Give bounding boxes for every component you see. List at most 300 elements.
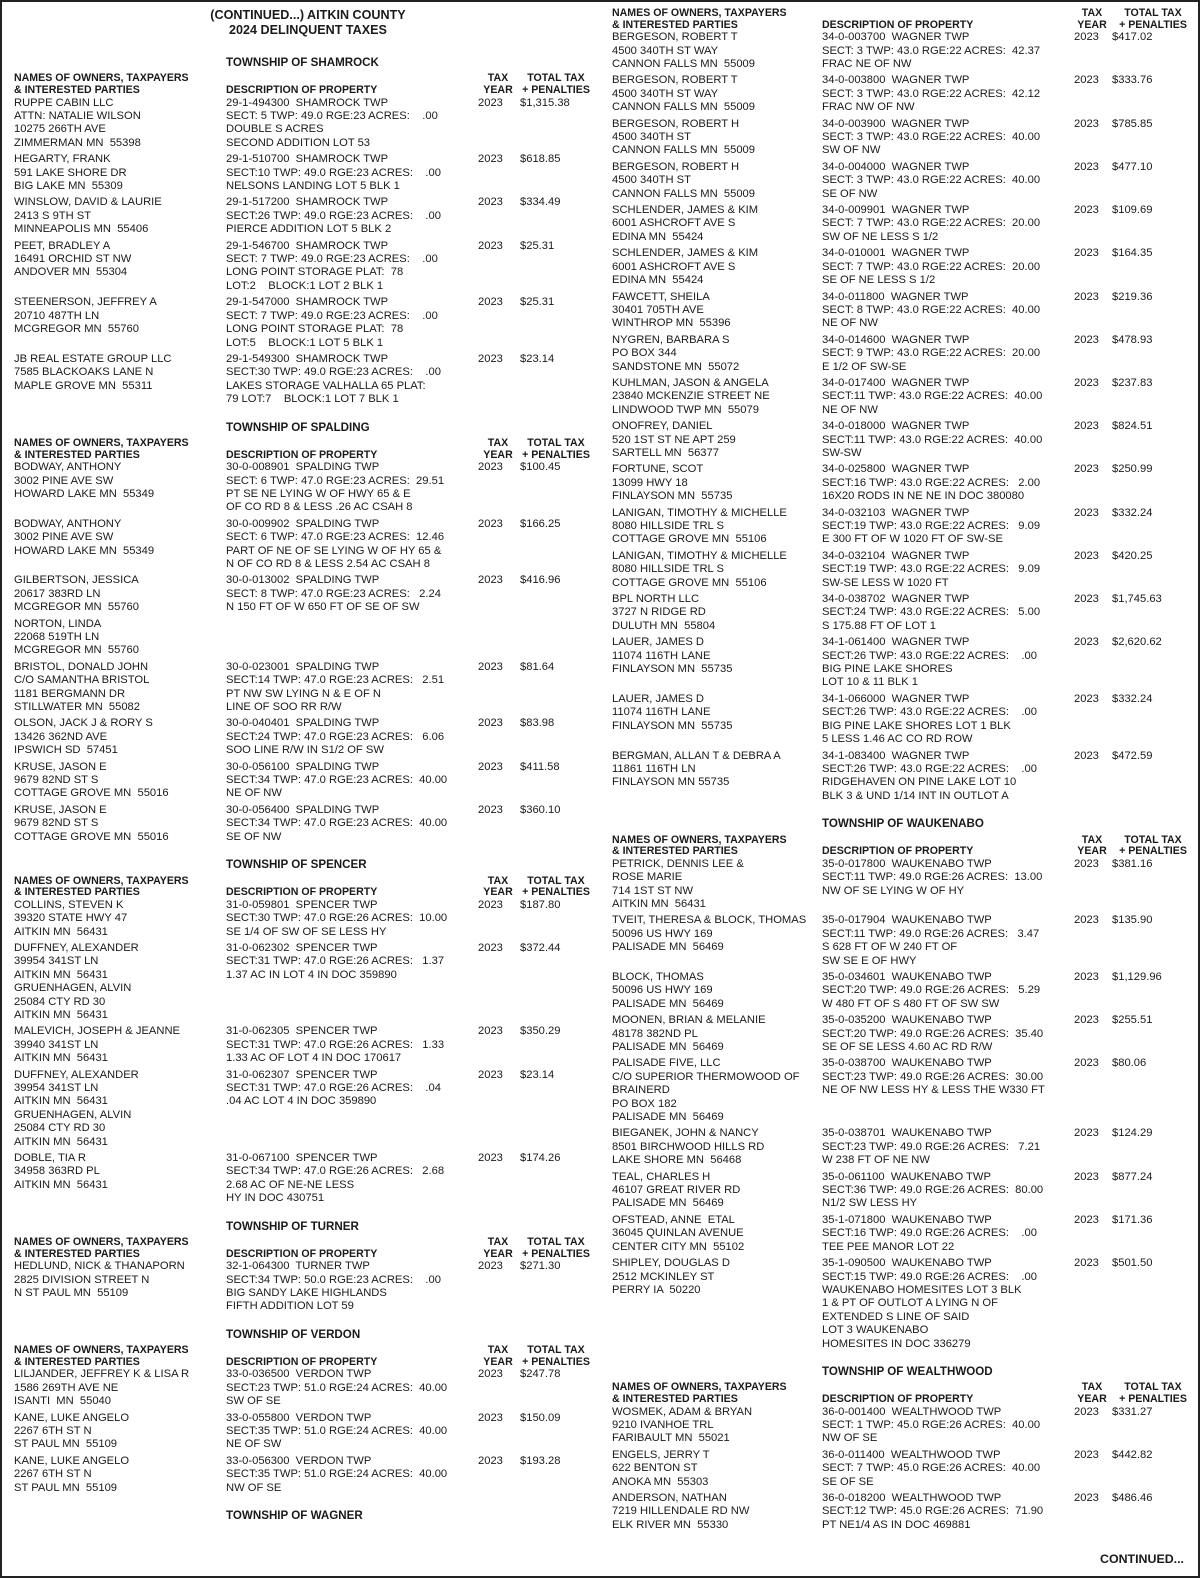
tax-record [612,1171,1194,1211]
total-amount: $1,129.96 [1112,970,1162,983]
tax-year: 2023 [478,1411,503,1424]
owner-block: OLSON, JACK J & RORY S 13426 362ND AVE IPSWICH SD 57451 [14,717,153,757]
tax-record [14,1069,592,1149]
property-description: 34-0-017400 WAGNER TWP SECT:11 TWP: 43.0 RGE:22 ACRES: 40.00 NE OF NW [822,376,1043,416]
total-amount: $381.16 [1112,857,1153,870]
total-amount: $135.90 [1112,914,1153,927]
total-amount: $83.98 [520,717,555,730]
tax-record [612,1014,1194,1054]
total-amount: $1,745.63 [1112,593,1162,606]
tax-year: 2023 [1074,692,1099,705]
total-amount: $23.14 [520,1068,555,1081]
total-amount: $25.31 [520,296,555,309]
tax-record [14,804,592,844]
header-total: TOTAL TAX + PENALTIES [1119,1381,1187,1405]
property-description: 34-0-025800 WAGNER TWP SECT:16 TWP: 43.0 RGE:22 ACRES: 2.00 16X20 RODS IN NE NE IN DOC 380080 [822,463,1041,503]
tax-record [612,334,1194,374]
tax-year: 2023 [478,1068,503,1081]
property-description: 34-0-003700 WAGNER TWP SECT: 3 TWP: 43.0 RGE:22 ACRES: 42.37 FRAC NE OF NW [822,31,1041,70]
header-total: TOTAL TAX + PENALTIES [522,874,590,899]
township-heading: TOWNSHIP OF WAGNER [226,1509,363,1523]
owner-block: DOBLE, TIA R 34958 363RD PL AITKIN MN 56431 [14,1152,108,1191]
total-amount: $164.35 [1112,247,1153,260]
tax-record [612,1057,1194,1124]
owner-block: BLOCK, THOMAS 50096 US HWY 169 PALISADE MN 56469 [612,970,724,1010]
total-amount: $331.27 [1112,1405,1153,1418]
property-description: 33-0-055800 VERDON TWP SECT:35 TWP: 51.0 RGE:24 ACRES: 40.00 NE OF SW [226,1411,448,1451]
total-amount: $785.85 [1112,117,1153,130]
property-description: 35-0-038701 WAUKENABO TWP SECT:23 TWP: 49.0 RGE:26 ACRES: 7.21 W 238 FT OF NE NW [822,1127,1041,1167]
tax-year: 2023 [478,96,503,109]
owner-block: JB REAL ESTATE GROUP LLC 7585 BLACKOAKS LANE N MAPLE GROVE MN 55311 [14,352,172,392]
township-heading: TOWNSHIP OF SHAMROCK [226,56,379,69]
tax-record [14,240,592,294]
tax-year: 2023 [478,352,503,365]
continued-label: CONTINUED... [1100,1551,1184,1566]
tax-record [14,761,592,801]
tax-year: 2023 [1074,31,1099,44]
tax-year: 2023 [1074,1448,1099,1461]
tax-year: 2023 [478,461,503,474]
property-description: 34-1-066000 WAGNER TWP SECT:26 TWP: 43.0 RGE:22 ACRES: .00 BIG PINE LAKE SHORES LOT 1 BLK 5 LESS 1.46 AC CO RD ROW [822,692,1037,746]
owner-block: BERGMAN, ALLAN T & DEBRA A 11861 116TH LN FINLAYSON MN 55735 [612,749,781,789]
township-heading: TOWNSHIP OF VERDON [226,1327,361,1341]
property-description: 34-0-010001 WAGNER TWP SECT: 7 TWP: 43.0 RGE:22 ACRES: 20.00 SE OF NE LESS S 1/2 [822,247,1041,287]
property-description: 35-0-035200 WAUKENABO TWP SECT:20 TWP: 49.0 RGE:26 ACRES: 35.40 SE OF SE LESS 4.60 AC RD R/W [822,1014,1044,1053]
total-amount: $350.29 [520,1025,561,1038]
column-header-row [612,1382,1194,1405]
header-description: DESCRIPTION OF PROPERTY [226,448,378,461]
tax-record [14,1260,592,1314]
property-description: 35-0-017800 WAUKENABO TWP SECT:11 TWP: 49.0 RGE:26 ACRES: 13.00 NW OF SE LYING W OF HY [822,857,1043,897]
property-description: 30-0-040401 SPALDING TWP SECT:24 TWP: 47.0 RGE:23 ACRES: 6.06 SOO LINE R/W IN S1/2 OF SW [226,717,445,757]
total-amount: $417.02 [1112,31,1153,44]
total-amount: $333.76 [1112,74,1153,87]
property-description: 29-1-494300 SHAMROCK TWP SECT: 5 TWP: 49.0 RGE:23 ACRES: .00 DOUBLE S ACRES SECOND ADDITION LOT 53 [226,96,438,149]
owner-block: ANDERSON, NATHAN 7219 HILLENDALE RD NW ELK RIVER MN 55330 [612,1491,750,1531]
total-amount: $187.80 [520,898,561,911]
tax-year: 2023 [478,1025,503,1038]
owner-block: BODWAY, ANTHONY 3002 PINE AVE SW HOWARD LAKE MN 55349 [14,517,155,557]
tax-year: 2023 [1074,1491,1099,1504]
tax-record [14,1412,592,1452]
right-sections [612,8,1194,1532]
total-amount: $442.82 [1112,1448,1153,1461]
total-amount: $166.25 [520,517,561,530]
total-amount: $1,315.38 [520,96,570,109]
owner-block: BERGESON, ROBERT T 4500 340TH ST WAY CANNON FALLS MN 55009 [612,74,756,114]
tax-year: 2023 [478,803,503,816]
owner-block: LAUER, JAMES D 11074 116TH LANE FINLAYSON MN 55735 [612,692,733,732]
title-line-1: (CONTINUED...) AITKIN COUNTY [210,8,406,22]
header-total: TOTAL TAX + PENALTIES [1119,833,1187,858]
header-owners: NAMES OF OWNERS, TAXPAYERS & INTERESTED PARTIES [14,874,189,899]
total-amount: $478.93 [1112,333,1153,346]
column-header-row [14,1237,592,1260]
tax-year: 2023 [1074,857,1099,870]
tax-year: 2023 [1074,204,1099,217]
tax-record [612,31,1194,71]
total-amount: $2,620.62 [1112,636,1162,649]
column-header-row [612,835,1194,858]
owner-block: BODWAY, ANTHONY 3002 PINE AVE SW HOWARD LAKE MN 55349 [14,461,155,500]
tax-year: 2023 [1074,463,1099,476]
tax-record [612,507,1194,547]
tax-record [14,461,592,515]
tax-record [612,693,1194,747]
tax-record [612,1406,1194,1446]
tax-year: 2023 [478,153,503,166]
header-tax-year: TAX YEAR [1077,7,1107,31]
tax-record [612,1127,1194,1167]
tax-record [612,74,1194,114]
property-description: 34-0-014600 WAGNER TWP SECT: 9 TWP: 43.0 RGE:22 ACRES: 20.00 E 1/2 OF SW-SE [822,333,1041,373]
owner-block: FAWCETT, SHEILA 30401 705TH AVE WINTHROP MN 55396 [612,290,731,330]
owner-block: ENGELS, JERRY T 622 BENTON ST ANOKA MN 55303 [612,1448,710,1488]
property-description: 31-0-062307 SPENCER TWP SECT:31 TWP: 47.0 RGE:26 ACRES: .04 .04 AC LOT 4 IN DOC 359890 [226,1068,441,1108]
header-total: TOTAL TAX + PENALTIES [1119,7,1187,31]
total-amount: $472.59 [1112,749,1153,762]
property-description: 33-0-056300 VERDON TWP SECT:35 TWP: 51.0 RGE:24 ACRES: 40.00 NW OF SE [226,1454,448,1494]
tax-year: 2023 [478,517,503,530]
property-description: 31-0-062302 SPENCER TWP SECT:31 TWP: 47.0 RGE:26 ACRES: 1.37 1.37 AC IN LOT 4 IN DOC 359890 [226,941,445,981]
tax-record [14,97,592,151]
tax-year: 2023 [478,1454,503,1467]
total-amount: $332.24 [1112,692,1153,705]
header-description: DESCRIPTION OF PROPERTY [226,84,378,96]
property-description: 35-1-090500 WAUKENABO TWP SECT:15 TWP: 49.0 RGE:26 ACRES: .00 WAUKENABO HOMESITES LOT 3 BLK 1 & PT OF OUTLOT A LYING N OF EXTENDED S LINE OF SAID LOT 3 WAUKENABO HOMESITES IN DOC 336279 [822,1257,1037,1350]
total-amount: $618.85 [520,153,561,166]
tax-record [14,574,592,614]
column-header-row [14,1345,592,1368]
property-description: 34-1-061400 WAGNER TWP SECT:26 TWP: 43.0 RGE:22 ACRES: .00 BIG PINE LAKE SHORES LOT 10 & 11 BLK 1 [822,636,1037,689]
header-tax-year: TAX YEAR [483,1236,513,1260]
total-amount: $150.09 [520,1411,561,1424]
tax-year: 2023 [1074,549,1099,562]
property-description: 33-0-036500 VERDON TWP SECT:23 TWP: 51.0 RGE:24 ACRES: 40.00 SW OF SE [226,1368,448,1408]
total-amount: $271.30 [520,1260,561,1273]
tax-record [612,1214,1194,1254]
tax-year: 2023 [1074,749,1099,762]
property-description: 29-1-546700 SHAMROCK TWP SECT: 7 TWP: 49.0 RGE:23 ACRES: .00 LONG POINT STORAGE PLAT: 78 LOT:2 BLOCK:1 LOT 2 BLK 1 [226,239,438,292]
township-heading: TOWNSHIP OF TURNER [226,1219,359,1233]
header-owners: NAMES OF OWNERS, TAXPAYERS & INTERESTED PARTIES [612,1381,787,1405]
tax-record [14,1455,592,1495]
owner-block: MOONEN, BRIAN & MELANIE 48178 382ND PL PALISADE MN 56469 [612,1014,766,1053]
owner-block: STEENERSON, JEFFREY A 20710 487TH LN MCGREGOR MN 55760 [14,296,157,336]
owner-block: SCHLENDER, JAMES & KIM 6001 ASHCROFT AVE S EDINA MN 55424 [612,247,759,287]
tax-year: 2023 [1074,420,1099,433]
header-description: DESCRIPTION OF PROPERTY [226,886,378,899]
tax-record [612,463,1194,503]
tax-record [612,750,1194,804]
left-column [14,8,592,1527]
total-amount [520,618,592,658]
owner-block: NORTON, LINDA 22068 519TH LN MCGREGOR MN 55760 [14,617,139,657]
tax-record [14,196,592,236]
header-tax-year: TAX YEAR [483,72,513,96]
tax-year: 2023 [1074,593,1099,606]
owner-block: SCHLENDER, JAMES & KIM 6001 ASHCROFT AVE S EDINA MN 55424 [612,204,759,243]
property-description: 29-1-517200 SHAMROCK TWP SECT:26 TWP: 49.0 RGE:23 ACRES: .00 PIERCE ADDITION LOT 5 BLK 2 [226,196,441,236]
property-description: 30-0-023001 SPALDING TWP SECT:14 TWP: 47.0 RGE:23 ACRES: 2.51 PT NW SW LYING N & E OF N LINE OF SOO RR R/W [226,660,445,714]
total-amount: $420.25 [1112,549,1153,562]
tax-record [612,858,1194,912]
tax-record [612,636,1194,690]
property-description: 32-1-064300 TURNER TWP SECT:34 TWP: 50.0 RGE:23 ACRES: .00 BIG SANDY LAKE HIGHLANDS FIFTH ADDITION LOT 59 [226,1260,441,1313]
tax-year: 2023 [478,239,503,252]
tax-year: 2023 [478,1368,503,1381]
property-description: 35-0-038700 WAUKENABO TWP SECT:23 TWP: 49.0 RGE:26 ACRES: 30.00 NE OF NW LESS HY & LESS THE W330 FT [822,1057,1045,1097]
tax-year: 2023 [478,574,503,587]
total-amount: $332.24 [1112,506,1153,519]
total-amount: $25.31 [520,239,555,252]
total-amount: $334.49 [520,196,561,209]
tax-record [612,1492,1194,1532]
header-owners: NAMES OF OWNERS, TAXPAYERS & INTERESTED PARTIES [14,1344,189,1368]
property-description: 34-0-032103 WAGNER TWP SECT:19 TWP: 43.0 RGE:22 ACRES: 9.09 E 300 FT OF W 1020 FT OF SW-SE [822,506,1041,546]
header-total: TOTAL TAX + PENALTIES [522,1344,590,1368]
owner-block: HEGARTY, FRANK 591 LAKE SHORE DR BIG LAKE MN 55309 [14,153,127,193]
property-description: 30-0-056100 SPALDING TWP SECT:34 TWP: 47.0 RGE:23 ACRES: 40.00 NE OF NW [226,760,448,800]
tax-year [476,618,520,658]
tax-year: 2023 [1074,376,1099,389]
property-description: 35-0-017904 WAUKENABO TWP SECT:11 TWP: 49.0 RGE:26 ACRES: 3.47 S 628 FT OF W 240 FT OF SW SE E OF HWY [822,914,1040,967]
property-description: 34-0-018000 WAGNER TWP SECT:11 TWP: 43.0 RGE:22 ACRES: 40.00 SW-SW [822,420,1043,459]
header-owners: NAMES OF OWNERS, TAXPAYERS & INTERESTED PARTIES [14,436,189,461]
owner-block: LANIGAN, TIMOTHY & MICHELLE 8080 HILLSIDE TRL S COTTAGE GROVE MN 55106 [612,506,787,546]
header-description: DESCRIPTION OF PROPERTY [226,1355,378,1368]
property-description: 34-0-038702 WAGNER TWP SECT:24 TWP: 43.0 RGE:22 ACRES: 5.00 S 175.88 FT OF LOT 1 [822,593,1041,632]
owner-block: GILBERTSON, JESSICA 20617 383RD LN MCGREGOR MN 55760 [14,574,139,614]
header-tax-year: TAX YEAR [1077,1381,1107,1405]
property-description: 31-0-067100 SPENCER TWP SECT:34 TWP: 47.0 RGE:26 ACRES: 2.68 2.68 AC OF NE-NE LESS HY IN DOC 430751 [226,1152,445,1205]
header-tax-year: TAX YEAR [483,436,513,461]
total-amount: $124.29 [1112,1127,1153,1140]
tax-record [14,153,592,193]
tax-year: 2023 [1074,506,1099,519]
property-description: 34-1-083400 WAGNER TWP SECT:26 TWP: 43.0 RGE:22 ACRES: .00 RIDGEHAVEN ON PINE LAKE LOT 10 BLK 3 & UND 1/14 INT IN OUTLOT A [822,749,1037,802]
property-description: 36-0-001400 WEALTHWOOD TWP SECT: 1 TWP: 45.0 RGE:26 ACRES: 40.00 NW OF SE [822,1405,1041,1445]
header-description: DESCRIPTION OF PROPERTY [822,18,974,31]
property-description: 29-1-510700 SHAMROCK TWP SECT:10 TWP: 49.0 RGE:23 ACRES: .00 NELSONS LANDING LOT 5 BLK 1 [226,153,441,193]
tax-year: 2023 [478,1260,503,1273]
owner-block: LAUER, JAMES D 11074 116TH LANE FINLAYSON MN 55735 [612,636,733,676]
owner-block: BERGESON, ROBERT T 4500 340TH ST WAY CANNON FALLS MN 55009 [612,31,756,70]
owner-block: PALISADE FIVE, LLC C/O SUPERIOR THERMOWOOD OF BRAINERD PO BOX 182 PALISADE MN 56469 [612,1057,800,1124]
header-owners: NAMES OF OWNERS, TAXPAYERS & INTERESTED PARTIES [14,1236,189,1260]
tax-year: 2023 [1074,290,1099,303]
owner-block: NYGREN, BARBARA S PO BOX 344 SANDSTONE MN 55072 [612,333,740,373]
tax-record [612,420,1194,460]
tax-year: 2023 [1074,247,1099,260]
total-amount: $255.51 [1112,1014,1153,1027]
owner-block: LANIGAN, TIMOTHY & MICHELLE 8080 HILLSIDE TRL S COTTAGE GROVE MN 55106 [612,549,787,589]
tax-year: 2023 [1074,333,1099,346]
property-description: 31-0-059801 SPENCER TWP SECT:30 TWP: 47.0 RGE:26 ACRES: 10.00 SE 1/4 OF SW OF SE LESS HY [226,898,448,938]
total-amount: $247.78 [520,1368,561,1381]
property-description: 34-0-011800 WAGNER TWP SECT: 8 TWP: 43.0 RGE:22 ACRES: 40.00 NE OF NW [822,290,1041,330]
tax-year: 2023 [478,941,503,954]
tax-year: 2023 [1074,1014,1099,1027]
property-description: 34-0-003900 WAGNER TWP SECT: 3 TWP: 43.0 RGE:22 ACRES: 40.00 SW OF NW [822,117,1041,157]
property-description: 35-0-034601 WAUKENABO TWP SECT:20 TWP: 49.0 RGE:26 ACRES: 5.29 W 480 FT OF S 480 FT OF SW SW [822,970,1041,1010]
township-heading: TOWNSHIP OF SPALDING [226,420,370,434]
owner-block: BERGESON, ROBERT H 4500 340TH ST CANNON FALLS MN 55009 [612,160,756,200]
header-owners: NAMES OF OWNERS, TAXPAYERS & INTERESTED PARTIES [612,7,787,31]
header-total: TOTAL TAX + PENALTIES [522,72,590,96]
tax-record [14,518,592,572]
owner-block: KANE, LUKE ANGELO 2267 6TH ST N ST PAUL MN 55109 [14,1411,130,1451]
total-amount: $877.24 [1112,1170,1153,1183]
header-owners: NAMES OF OWNERS, TAXPAYERS & INTERESTED PARTIES [14,72,189,96]
tax-record [612,161,1194,201]
property-description: 30-0-009902 SPALDING TWP SECT: 6 TWP: 47.0 RGE:23 ACRES: 12.46 PART OF NE OF SE LYING W OF HY 65 & N OF CO RD 8 & LESS 2.54 AC CSAH 8 [226,517,445,570]
owner-block: KUHLMAN, JASON & ANGELA 23840 MCKENZIE STREET NE LINDWOOD TWP MN 55079 [612,376,770,416]
total-amount: $824.51 [1112,420,1153,433]
property-description: 30-0-056400 SPALDING TWP SECT:34 TWP: 47.0 RGE:23 ACRES: 40.00 SE OF NW [226,803,448,843]
property-description: 31-0-062305 SPENCER TWP SECT:31 TWP: 47.0 RGE:26 ACRES: 1.33 1.33 AC OF LOT 4 IN DOC 170617 [226,1025,445,1065]
owner-block: DUFFNEY, ALEXANDER 39954 341ST LN AITKIN MN 56431 GRUENHAGEN, ALVIN 25084 CTY RD 30 AITKIN MN 56431 [14,941,139,1021]
property-description: 29-1-549300 SHAMROCK TWP SECT:30 TWP: 49.0 RGE:23 ACRES: .00 LAKES STORAGE VALHALLA 65 PLAT: 79 LOT:7 BLOCK:1 LOT 7 BLK 1 [226,352,441,406]
tax-record [612,1257,1194,1351]
property-description: 34-0-032104 WAGNER TWP SECT:19 TWP: 43.0 RGE:22 ACRES: 9.09 SW-SE LESS W 1020 FT [822,549,1041,589]
page-title [198,8,418,38]
owner-block: SHIPLEY, DOUGLAS D 2512 MCKINLEY ST PERRY IA 50220 [612,1257,730,1296]
total-amount: $486.46 [1112,1491,1153,1504]
owner-block: PETRICK, DENNIS LEE & ROSE MARIE 714 1ST ST NW AITKIN MN 56431 [612,857,744,910]
tax-year: 2023 [1074,160,1099,173]
total-amount: $360.10 [520,803,561,816]
township-heading: TOWNSHIP OF WAUKENABO [822,817,984,831]
property-description: 36-0-018200 WEALTHWOOD TWP SECT:12 TWP: 45.0 RGE:26 ACRES: 71.90 PT NE1/4 AS IN DOC 469881 [822,1491,1044,1531]
tax-record [612,291,1194,331]
owner-block: RUPPE CABIN LLC ATTN: NATALIE WILSON 10275 266TH AVE ZIMMERMAN MN 55398 [14,96,141,149]
header-total: TOTAL TAX + PENALTIES [522,1236,590,1260]
tax-year: 2023 [478,296,503,309]
owner-block: KANE, LUKE ANGELO 2267 6TH ST N ST PAUL MN 55109 [14,1454,130,1494]
total-amount: $372.44 [520,941,561,954]
tax-record [612,204,1194,244]
header-description: DESCRIPTION OF PROPERTY [226,1247,378,1260]
tax-year: 2023 [1074,1213,1099,1226]
total-amount: $23.14 [520,352,555,365]
property-description: 35-1-071800 WAUKENABO TWP SECT:16 TWP: 49.0 RGE:26 ACRES: .00 TEE PEE MANOR LOT 22 [822,1213,1037,1253]
owner-block: FORTUNE, SCOT 13099 HWY 18 FINLAYSON MN 55735 [612,463,733,503]
header-total: TOTAL TAX + PENALTIES [522,436,590,461]
right-column [612,8,1194,1535]
tax-record [14,618,592,658]
tax-record [14,717,592,757]
owner-block: TEAL, CHARLES H 46107 GREAT RIVER RD PALISADE MN 56469 [612,1170,741,1210]
tax-record [14,661,592,715]
owner-block: KRUSE, JASON E 9679 82ND ST S COTTAGE GROVE MN 55016 [14,760,169,800]
tax-year: 2023 [478,760,503,773]
tax-record [14,353,592,407]
owner-block: BRISTOL, DONALD JOHN C/O SAMANTHA BRISTOL 1181 BERGMANN DR STILLWATER MN 55082 [14,660,150,714]
header-tax-year: TAX YEAR [483,874,513,899]
tax-year: 2023 [1074,1127,1099,1140]
owner-block: COLLINS, STEVEN K 39320 STATE HWY 47 AITKIN MN 56431 [14,898,128,938]
header-description: DESCRIPTION OF PROPERTY [822,1392,974,1405]
property-description: 34-0-003800 WAGNER TWP SECT: 3 TWP: 43.0 RGE:22 ACRES: 42.12 FRAC NW OF NW [822,74,1041,114]
tax-record [612,247,1194,287]
total-amount: $80.06 [1112,1057,1147,1070]
column-header-row [14,438,592,461]
property-description: 34-0-004000 WAGNER TWP SECT: 3 TWP: 43.0 RGE:22 ACRES: 40.00 SE OF NW [822,160,1041,200]
owner-block: BERGESON, ROBERT H 4500 340TH ST CANNON FALLS MN 55009 [612,117,756,157]
total-amount: $250.99 [1112,463,1153,476]
column-header-row [14,73,592,96]
property-description [226,618,476,658]
title-line-2: 2024 DELINQUENT TAXES [229,23,387,37]
owner-block: WOSMEK, ADAM & BRYAN 9210 IVANHOE TRL FARIBAULT MN 55021 [612,1405,753,1445]
tax-record [14,1025,592,1065]
tax-year: 2023 [1074,1170,1099,1183]
owner-block: TVEIT, THERESA & BLOCK, THOMAS 50096 US HWY 169 PALISADE MN 56469 [612,914,807,954]
tax-year: 2023 [478,196,503,209]
property-description: 34-0-009901 WAGNER TWP SECT: 7 TWP: 43.0 RGE:22 ACRES: 20.00 SW OF NE LESS S 1/2 [822,204,1041,243]
owner-block: HEDLUND, NICK & THANAPORN 2825 DIVISION STREET N N ST PAUL MN 55109 [14,1260,185,1300]
left-sections [14,56,592,1523]
total-amount: $501.50 [1112,1257,1153,1270]
tax-record [14,942,592,1022]
total-amount: $477.10 [1112,160,1153,173]
column-header-row [14,876,592,899]
total-amount: $411.58 [520,760,560,773]
tax-year: 2023 [478,660,503,673]
total-amount: $416.96 [520,574,561,587]
tax-year: 2023 [1074,117,1099,130]
property-description: 30-0-013002 SPALDING TWP SECT: 8 TWP: 47.0 RGE:23 ACRES: 2.24 N 150 FT OF W 650 FT OF SE OF SW [226,574,441,614]
tax-year: 2023 [478,898,503,911]
total-amount: $174.26 [520,1152,561,1164]
total-amount: $237.83 [1112,376,1153,389]
tax-record [612,971,1194,1011]
township-heading: TOWNSHIP OF WEALTHWOOD [822,1364,993,1378]
owner-block: ONOFREY, DANIEL 520 1ST ST NE APT 259 SARTELL MN 56377 [612,420,736,459]
tax-record [612,593,1194,633]
header-tax-year: TAX YEAR [1077,833,1107,858]
owner-block: MALEVICH, JOSEPH & JEANNE 39940 341ST LN AITKIN MN 56431 [14,1025,180,1065]
tax-record [14,1152,592,1206]
header-tax-year: TAX YEAR [483,1344,513,1368]
property-description: 35-0-061100 WAUKENABO TWP SECT:36 TWP: 49.0 RGE:26 ACRES: 80.00 N1/2 SW LESS HY [822,1170,1044,1210]
tax-record [14,899,592,939]
owner-block: KRUSE, JASON E 9679 82ND ST S COTTAGE GROVE MN 55016 [14,803,169,843]
total-amount: $81.64 [520,660,555,673]
tax-year: 2023 [1074,970,1099,983]
owner-block: OFSTEAD, ANNE ETAL 36045 QUINLAN AVENUE CENTER CITY MN 55102 [612,1213,745,1253]
tax-record [14,1368,592,1408]
tax-record [612,377,1194,417]
tax-year: 2023 [478,717,503,730]
owner-block: BIEGANEK, JOHN & NANCY 8501 BIRCHWOOD HILLS RD LAKE SHORE MN 56468 [612,1127,765,1167]
total-amount: $193.28 [520,1454,561,1467]
tax-year: 2023 [1074,1405,1099,1418]
property-description: 29-1-547000 SHAMROCK TWP SECT: 7 TWP: 49.0 RGE:23 ACRES: .00 LONG POINT STORAGE PLAT: 78 LOT:5 BLOCK:1 LOT 5 BLK 1 [226,296,438,349]
tax-record [612,914,1194,968]
total-amount: $219.36 [1112,290,1153,303]
column-header-row [612,8,1194,31]
owner-block: BPL NORTH LLC 3727 N RIDGE RD DULUTH MN 55804 [612,593,716,632]
tax-year: 2023 [1074,74,1099,87]
tax-year: 2023 [1074,1057,1099,1070]
owner-block: LILJANDER, JEFFREY K & LISA R 1586 269TH AVE NE ISANTI MN 55040 [14,1368,190,1408]
tax-record [612,1449,1194,1489]
header-description: DESCRIPTION OF PROPERTY [822,845,974,858]
tax-year: 2023 [1074,914,1099,927]
